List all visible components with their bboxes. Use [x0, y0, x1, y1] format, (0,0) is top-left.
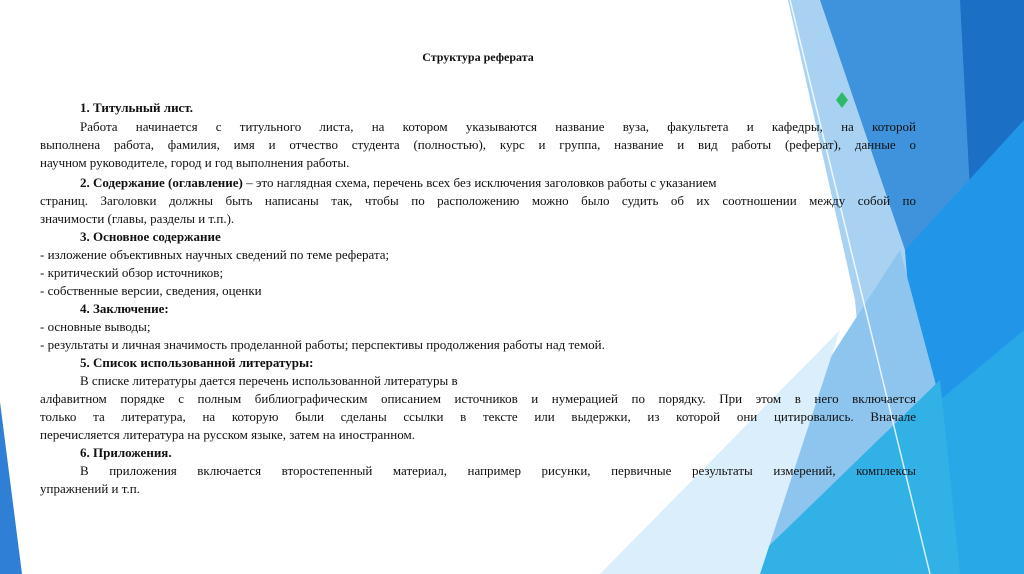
list-item: - основные выводы; — [40, 319, 151, 334]
section-heading-title-page: 1. Титульный лист. — [80, 100, 193, 115]
left-edge-shape — [0, 402, 22, 574]
section-heading-appendices: 6. Приложения. — [80, 445, 172, 460]
paragraph-line: страниц. Заголовки должны быть написаны так, чтобы по расположению можно было судить об их соотношении между собой по — [40, 193, 916, 208]
paragraph-line: научном руководителе, город и год выполнения работы. — [40, 155, 350, 170]
page-title: Структура реферата — [422, 50, 534, 64]
paragraph-line: упражнений и т.п. — [40, 481, 140, 496]
section-heading-text: 2. Содержание (оглавление) — [80, 175, 243, 190]
paragraph-line: перечисляется литература на русском языке, затем на иностранном. — [40, 427, 415, 442]
paragraph-line: выполнена работа, фамилия, имя и отчество студента (полностью), курс и группа, название и вид работы (реферат), данные о — [40, 137, 916, 152]
paragraph-line: только та литература, на которую были сделаны ссылки в тексте или выдержки, из которой они цитировались. Вначале — [40, 409, 916, 424]
list-item: - собственные версии, сведения, оценки — [40, 283, 262, 298]
slide-content — [40, 0, 916, 574]
section-heading-references: 5. Список использованной литературы: — [80, 355, 314, 370]
section-heading-tail: – это наглядная схема, перечень всех без исключения заголовков работы с указанием — [242, 175, 717, 190]
section-heading-conclusion: 4. Заключение: — [80, 301, 169, 316]
list-item: - результаты и личная значимость проделанной работы; перспективы продолжения работы над темой. — [40, 337, 605, 352]
paragraph-line: В приложения включается второстепенный материал, например рисунки, первичные результаты измерений, комплексы — [80, 463, 916, 478]
list-item: - критический обзор источников; — [40, 265, 224, 280]
paragraph-line: В списке литературы дается перечень использованной литературы в — [80, 373, 458, 388]
paragraph-line: Работа начинается с титульного листа, на котором указываются название вуза, факультета и кафедры, на которой — [80, 119, 916, 134]
list-item: - изложение объективных научных сведений по теме реферата; — [40, 247, 390, 262]
paragraph-line: алфавитном порядке с полным библиографическим описанием источников и нумерацией по порядку. При этом в него включается — [40, 391, 916, 406]
paragraph-line: значимости (главы, разделы и т.п.). — [40, 211, 235, 226]
section-heading-main-content: 3. Основное содержание — [80, 229, 221, 244]
section-heading-contents — [80, 175, 717, 191]
